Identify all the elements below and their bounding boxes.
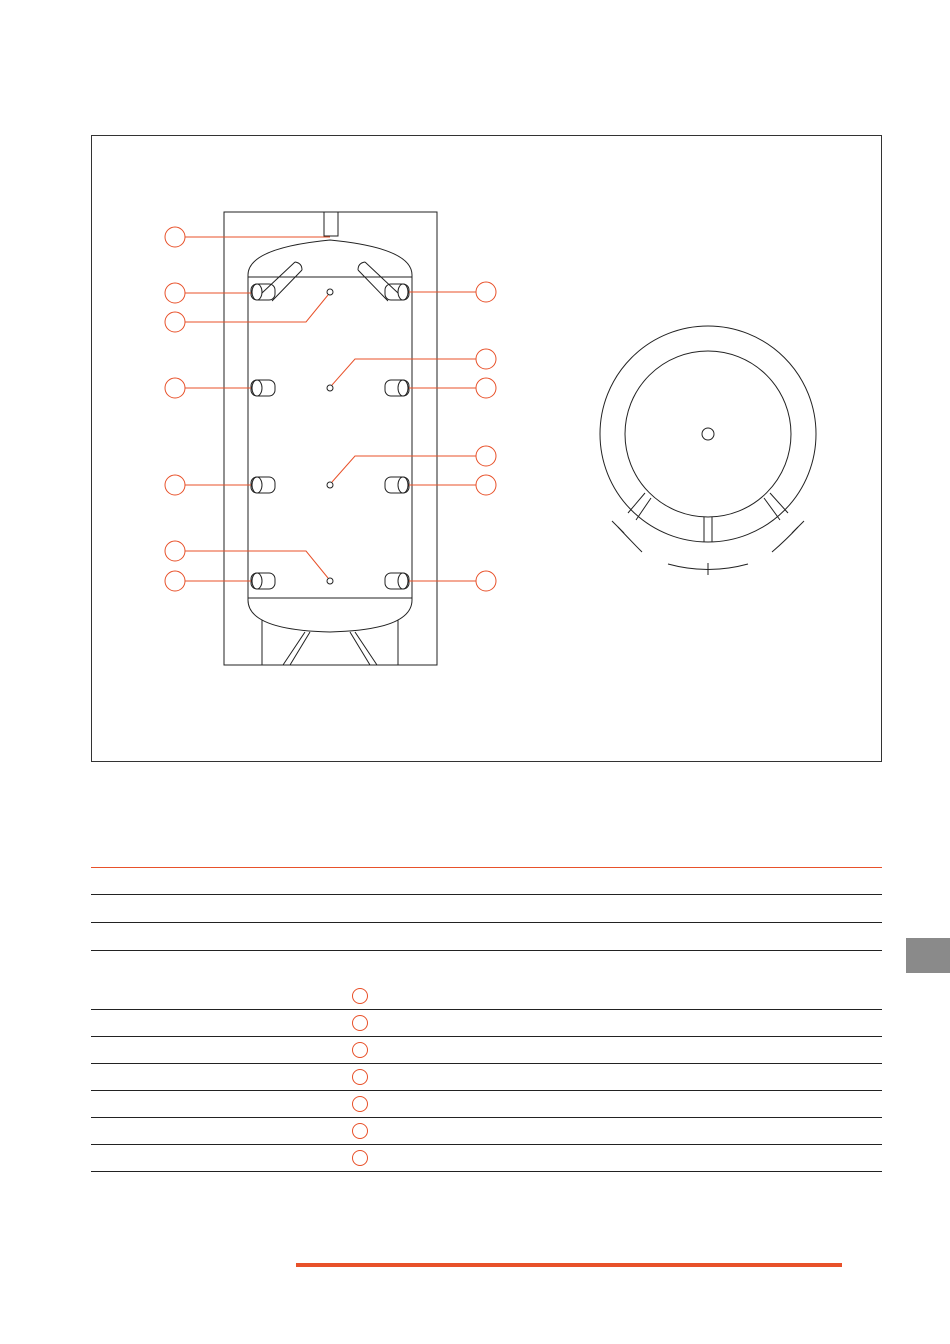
- table-row: [91, 895, 882, 923]
- center-port: [702, 428, 714, 440]
- table-row: [91, 1091, 882, 1118]
- top-left-angled-pipe: [262, 262, 302, 301]
- callout-marker-icon: [476, 446, 496, 466]
- insulation-jacket: [224, 212, 437, 665]
- nozzle-right-1-end: [398, 284, 408, 300]
- callout-marker-icon: [165, 475, 185, 495]
- nozzle-left-3: [251, 477, 275, 493]
- side-nozzles: [251, 284, 409, 589]
- sensor-port-1: [327, 289, 333, 295]
- callout-marker-icon: [165, 541, 185, 561]
- spec-table: [91, 867, 882, 1172]
- nozzle-right-2-end: [398, 380, 408, 396]
- table-row: [91, 951, 882, 1010]
- nozzle-left-2-end: [252, 380, 262, 396]
- nozzle-left-1-end: [252, 284, 262, 300]
- sensor-port-4: [327, 578, 333, 584]
- top-outlet-pipe: [324, 212, 338, 236]
- callout-marker-icon: [165, 571, 185, 591]
- arc-right-tick: [792, 521, 804, 533]
- callout-marker-icon: [352, 1123, 368, 1139]
- callout-marker-icon: [476, 571, 496, 591]
- table-row: [91, 1145, 882, 1172]
- table-row: [91, 1118, 882, 1145]
- nozzle-left-2: [251, 380, 275, 396]
- table-row: [91, 923, 882, 951]
- tank-front-view: [224, 212, 437, 665]
- bottom-stub: [704, 517, 712, 542]
- callout-marker-icon: [352, 988, 368, 1004]
- nozzle-right-4-end: [398, 573, 408, 589]
- callout-marker-icon: [165, 378, 185, 398]
- callout-marker-icon: [476, 475, 496, 495]
- nozzle-left-3-end: [252, 477, 262, 493]
- nozzle-left-4: [251, 573, 275, 589]
- callout-marker-icon: [165, 283, 185, 303]
- nozzle-right-3-end: [398, 477, 408, 493]
- callout-marker-icon: [165, 227, 185, 247]
- callout-marker-icon: [476, 282, 496, 302]
- callout-marker-icon: [165, 312, 185, 332]
- nozzle-right-2: [385, 380, 409, 396]
- table-row: [91, 1010, 882, 1037]
- callout-marker-icon: [352, 1150, 368, 1166]
- table-row: [91, 868, 882, 895]
- callout-marker-icon: [352, 1069, 368, 1085]
- callout-marker-icon: [476, 349, 496, 369]
- nozzle-right-4: [385, 573, 409, 589]
- callout-marker-icon: [352, 1096, 368, 1112]
- tank-top-view-icon: [600, 326, 816, 575]
- nozzle-right-3: [385, 477, 409, 493]
- callouts: [165, 227, 496, 591]
- inner-tank-circle: [625, 351, 791, 517]
- callout-marker-icon: [352, 1015, 368, 1031]
- nozzle-left-4-end: [252, 573, 262, 589]
- sensor-port-3: [327, 482, 333, 488]
- lower-right-stub: [764, 493, 788, 520]
- table-row: [91, 1037, 882, 1064]
- top-right-angled-pipe: [358, 262, 398, 301]
- outer-jacket-circle: [600, 326, 816, 542]
- callout-marker-icon: [352, 1042, 368, 1058]
- table-row: [91, 1064, 882, 1091]
- chapter-tab: [906, 938, 950, 973]
- callout-marker-icon: [476, 378, 496, 398]
- sensor-port-2: [327, 385, 333, 391]
- footer-accent-rule: [296, 1263, 842, 1267]
- arc-left-tick: [612, 521, 624, 533]
- lower-left-stub: [628, 493, 651, 520]
